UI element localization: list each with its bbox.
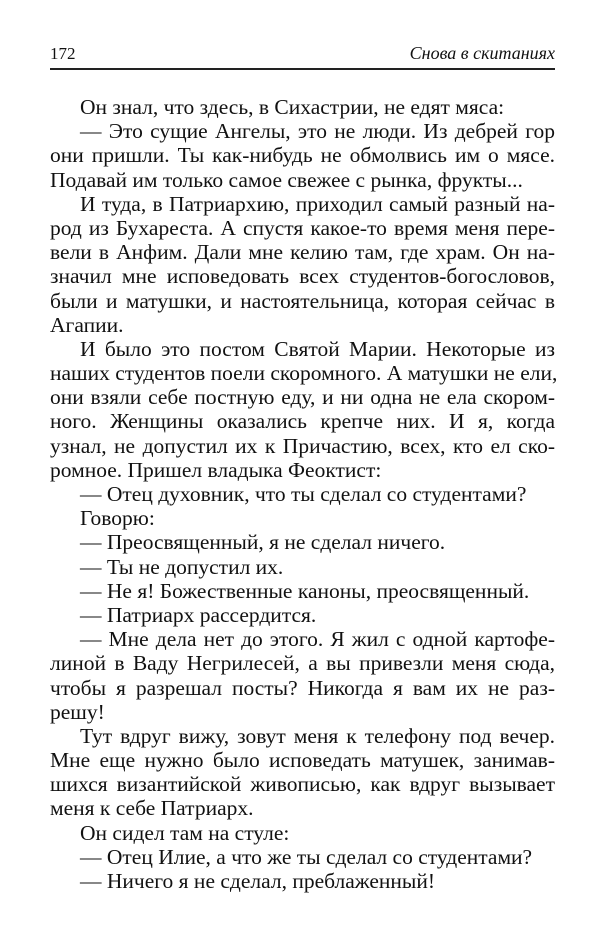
text-line: — Патриарх рассердится. — [80, 602, 317, 627]
text-line: были и матушки, и настоятельница, которая сейчас в — [50, 288, 555, 313]
text-line: — Не я! Божественные каноны, преосвященный. — [80, 578, 530, 603]
running-header — [50, 42, 555, 70]
text-line: — Ты не допустил их. — [80, 554, 284, 579]
text-line: — Отец духовник, что ты сделал со студентами? — [80, 482, 527, 506]
text-line: меня к себе Патриарх. — [50, 796, 254, 821]
text-line: Тут вдруг вижу, зовут меня к телефону под вечер. — [80, 723, 555, 748]
text-line: узнал, не допустил их к Причастию, всех, кто ел ско- — [50, 433, 555, 458]
page-number: 172 — [50, 44, 76, 63]
running-title: Снова в скитаниях — [409, 43, 555, 63]
text-line: ного. Женщины оказались крепче них. И я, когда — [50, 409, 555, 434]
text-line: Он знал, что здесь, в Сихастрии, не едят мяса: — [80, 95, 505, 119]
text-line: — Мне дела нет до этого. Я жил с одной картофе- — [80, 627, 555, 652]
text-line: — Отец Илие, а что же ты сделал со студентами? — [80, 844, 533, 869]
text-line: — Это сущие Ангелы, это не люди. Из дебрей гор — [80, 119, 555, 144]
text-line: Он сидел там на стуле: — [80, 820, 290, 845]
text-line: они пришли. Ты как-нибудь не обмолвись им о мясе. — [50, 143, 555, 168]
text-line: — Ничего я не сделал, преблаженный! — [80, 869, 436, 893]
text-line: Мне еще нужно было исповедать матушек, занимав- — [50, 748, 555, 773]
text-line: чтобы я разрешал посты? Никогда я вам их не раз- — [50, 675, 555, 700]
text-line: И было это постом Святой Марии. Некоторые из — [80, 336, 555, 361]
text-line: — Преосвященный, я не сделал ничего. — [80, 530, 446, 555]
text-line: вели в Анфим. Дали мне келию там, где храм. Он на- — [50, 240, 555, 265]
text-line: решу! — [50, 699, 105, 724]
text-line: род из Бухареста. А спустя какое-то время меня пере- — [50, 215, 555, 240]
text-line: Подавай им только самое свежее с рынка, фрукты... — [50, 167, 523, 192]
text-line: шихся византийской живописью, как вдруг вызывает — [50, 772, 555, 797]
page-body-text — [50, 95, 558, 893]
text-line: Говорю: — [80, 506, 155, 531]
text-line: Агапии. — [50, 312, 124, 337]
text-line: И туда, в Патриархию, приходил самый разный на- — [80, 191, 555, 216]
text-line: наших студентов поели скоромного. А матушки не ели, — [50, 361, 558, 386]
text-line: линой в Ваду Негрилесей, а вы привезли меня сюда, — [50, 651, 555, 676]
text-line: значил мне исповедовать всех студентов-богословов, — [50, 264, 555, 289]
text-line: они взяли себе постную еду, и ни одна не ела скором- — [50, 385, 555, 410]
text-line: ромное. Пришел владыка Феоктист: — [50, 457, 382, 482]
